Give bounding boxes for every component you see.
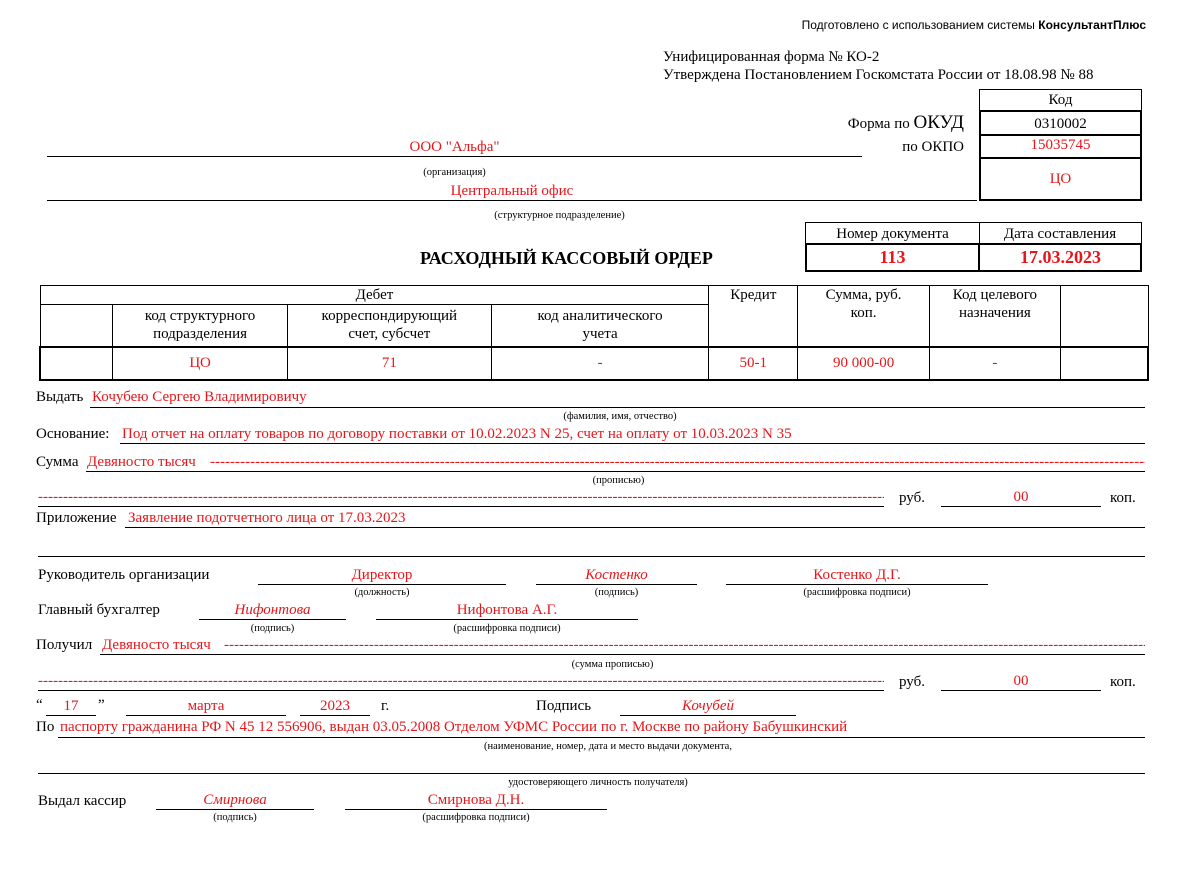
issue-label: Выдать	[36, 389, 84, 405]
department-value: Центральный офис	[450, 183, 574, 199]
cashier-name-caption: (расшифровка подписи)	[422, 812, 530, 823]
date-day: 17	[63, 698, 79, 714]
document-title: РАСХОДНЫЙ КАССОВЫЙ ОРДЕР	[420, 248, 713, 268]
table-row	[40, 347, 1148, 380]
date-year-suffix: г.	[381, 698, 390, 714]
received-kop-label: коп.	[1110, 674, 1136, 690]
basis-label: Основание:	[36, 426, 110, 442]
date-quote-open: “	[36, 697, 43, 713]
accounting-table	[39, 285, 1149, 381]
row-dept-code: ЦО	[113, 347, 288, 380]
organization-caption: (организация)	[423, 167, 486, 178]
cashier-signature: Смирнова	[203, 792, 267, 808]
table-header-row-1	[40, 286, 1148, 305]
debit-header: Дебет	[40, 286, 709, 305]
corr-account-header: корреспондирующий счет, субсчет	[287, 305, 491, 347]
head-position-line	[258, 584, 506, 585]
codes-divider-1	[980, 134, 1141, 136]
organization-line	[47, 156, 862, 157]
head-label: Руководитель организации	[38, 567, 210, 583]
form-title-line2: Утверждена Постановлением Госкомстата России от 18.08.98 № 88	[663, 67, 1094, 83]
dept-code-header: код структурного подразделения	[113, 305, 288, 347]
sum-line	[86, 471, 1145, 472]
recipient-sign-label: Подпись	[536, 698, 592, 714]
recipient-signature: Кочубей	[681, 698, 735, 714]
codes-divider-2	[980, 157, 1141, 159]
sum-dash-fill	[210, 454, 1145, 471]
sum-kop-label: коп.	[1110, 490, 1136, 506]
sum-line-2	[38, 506, 884, 507]
accountant-name-line	[376, 619, 638, 620]
sum-header: Сумма, руб. коп.	[798, 286, 930, 347]
received-value: Девяносто тысяч	[102, 637, 211, 653]
date-month: марта	[187, 698, 225, 714]
okpo-value: 15035745	[1030, 137, 1091, 153]
head-name-line	[726, 584, 988, 585]
credit-header: Кредит	[709, 286, 798, 347]
sum-label: Сумма	[36, 454, 79, 470]
sum-kop-value: 00	[1013, 489, 1029, 505]
head-signature-line	[536, 584, 697, 585]
date-year-line	[300, 715, 370, 716]
row-corr-account: 71	[287, 347, 491, 380]
head-signature-caption: (подпись)	[594, 587, 639, 598]
accountant-signature-line	[199, 619, 346, 620]
okpo-label: по ОКПО	[902, 139, 964, 155]
passport-caption-1: (наименование, номер, дата и место выдачи документа,	[484, 741, 732, 752]
cashier-name: Смирнова Д.Н.	[427, 792, 525, 808]
received-label: Получил	[36, 637, 93, 653]
passport-line-2	[38, 773, 1145, 774]
form-title-line1: Унифицированная форма № КО-2	[663, 49, 880, 65]
date-year: 2023	[320, 698, 350, 714]
received-line-2	[38, 690, 884, 691]
received-dash-fill	[224, 637, 1145, 654]
passport-label: По	[36, 719, 55, 735]
basis-line	[120, 443, 1145, 444]
doc-date-value: 17.03.2023	[1020, 247, 1101, 267]
issue-line	[90, 407, 1145, 408]
head-name-caption: (расшифровка подписи)	[803, 587, 911, 598]
cashier-name-line	[345, 809, 607, 810]
head-name: Костенко Д.Г.	[813, 567, 901, 583]
organization-value: ООО "Альфа"	[409, 139, 500, 155]
received-kop-value: 00	[1013, 673, 1029, 689]
passport-line	[58, 737, 1145, 738]
analytic-code-header: код аналитического учета	[491, 305, 709, 347]
doc-date-header: Дата составления	[979, 222, 1142, 244]
basis-value: Под отчет на оплату товаров по договору поставки от 10.02.2023 N 25, счет на оплату от 10.03.2023 N 35	[122, 426, 792, 442]
date-quote-close: ”	[98, 697, 105, 713]
accountant-name-caption: (расшифровка подписи)	[453, 623, 561, 634]
sum-value: Девяносто тысяч	[87, 454, 196, 470]
row-credit: 50-1	[709, 347, 798, 380]
recipient-signature-line	[620, 715, 796, 716]
row-sum: 90 000-00	[798, 347, 930, 380]
attachment-line-2	[38, 556, 1145, 557]
accountant-signature-caption: (подпись)	[250, 623, 295, 634]
date-month-line	[126, 715, 286, 716]
department-caption: (структурное подразделение)	[494, 210, 625, 221]
received-kop-line	[941, 690, 1101, 691]
dept-code-value: ЦО	[1049, 171, 1072, 187]
row-analytic-code: -	[491, 347, 709, 380]
attachment-label: Приложение	[36, 510, 117, 526]
doc-number-value: 113	[879, 247, 906, 267]
sum-rub-label: руб.	[899, 490, 925, 506]
issue-value: Кочубею Сергею Владимировичу	[92, 389, 307, 405]
received-line	[100, 654, 1145, 655]
cashier-signature-line	[156, 809, 314, 810]
attachment-value: Заявление подотчетного лица от 17.03.2023	[128, 510, 406, 526]
received-dash-fill-2	[38, 673, 884, 690]
codes-header: Код	[979, 89, 1142, 110]
passport-value: паспорту гражданина РФ N 45 12 556906, выдан 03.05.2008 Отделом УФМС России по г. Москве по району Бабушкинский	[60, 719, 848, 735]
consultant-note: Подготовлено с использованием системы КонсультантПлюс	[801, 18, 1146, 32]
row-purpose: -	[929, 347, 1060, 380]
cashier-signature-caption: (подпись)	[213, 812, 257, 823]
department-line	[47, 200, 977, 201]
head-position: Директор	[351, 567, 413, 583]
passport-caption-2: удостоверяющего личность получателя)	[508, 777, 688, 788]
consultant-brand: КонсультантПлюс	[1038, 18, 1146, 32]
date-day-line	[46, 715, 96, 716]
okud-value: 0310002	[1034, 116, 1087, 132]
sum-kop-line	[941, 506, 1101, 507]
doc-number-header: Номер документа	[805, 222, 980, 244]
empty-subheader	[40, 305, 113, 347]
accountant-label: Главный бухгалтер	[38, 602, 160, 618]
purpose-header: Код целевого назначения	[929, 286, 1060, 347]
head-signature: Костенко	[585, 567, 648, 583]
received-rub-label: руб.	[899, 674, 925, 690]
head-position-caption: (должность)	[354, 587, 410, 598]
sum-caption: (прописью)	[592, 475, 645, 486]
empty-header	[1060, 286, 1148, 347]
attachment-line	[125, 527, 1145, 528]
cashier-label: Выдал кассир	[38, 793, 127, 809]
accountant-signature: Нифонтова	[234, 602, 311, 618]
sum-dash-fill-2	[38, 489, 884, 506]
accountant-name: Нифонтова А.Г.	[456, 602, 558, 618]
received-caption: (сумма прописью)	[571, 659, 654, 670]
okud-label: Форма по ОКУД	[847, 112, 964, 133]
issue-caption: (фамилия, имя, отчество)	[563, 411, 677, 422]
